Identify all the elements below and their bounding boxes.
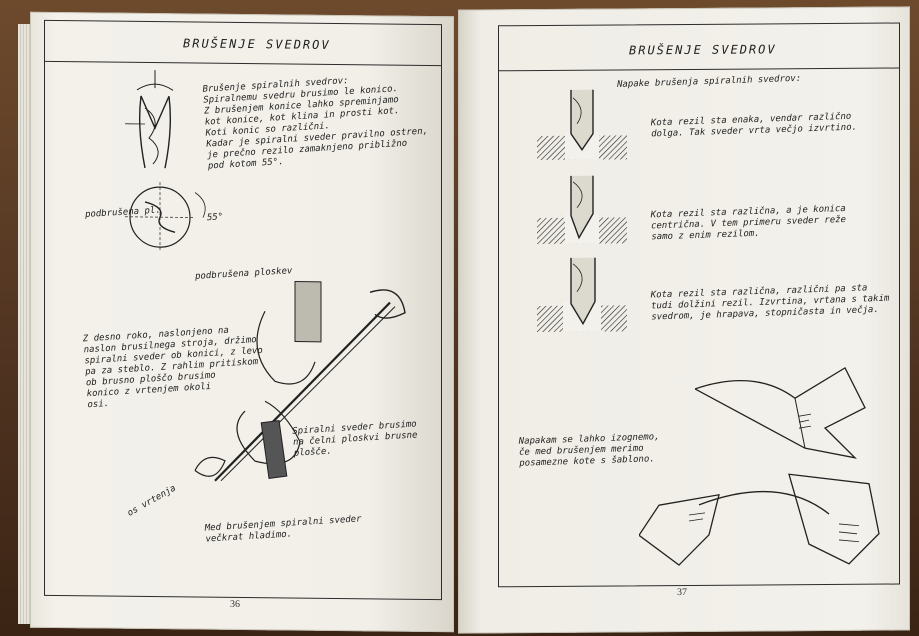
- drill-error-2-drawing: [537, 175, 627, 256]
- right-page-title: BRUŠENJE SVEDROV: [629, 42, 777, 58]
- right-subtitle: Napake brušenja spiralnih svedrov:: [616, 73, 802, 90]
- open-book: [18, 8, 914, 634]
- left-header-rule: [45, 61, 441, 66]
- right-page: [458, 6, 910, 633]
- error-2-text: Kota rezil sta različna, a je konica centrična. V tem primeru sveder reže samo z enim rezilom.: [650, 203, 847, 243]
- left-page: [30, 12, 454, 632]
- label-angle-55: 55°: [206, 212, 224, 224]
- drill-gauge-drawing-upper: [695, 358, 875, 469]
- drill-error-1-drawing: [537, 89, 627, 170]
- label-podbrusena-pl: podbrušena pl.: [84, 205, 162, 220]
- gauge-note-text: Napakam se lahko izognemo, če med brušenjem merimo posamezne kote s šablono.: [518, 432, 660, 469]
- drill-gauge-drawing-lower: [639, 454, 889, 576]
- label-face-grinding: Spiralni sveder brusimo na čelni ploskvi brusne plošče.: [292, 419, 418, 459]
- label-podbrusena-ploskev: podbrušena ploskev: [194, 266, 293, 282]
- drill-error-3-drawing: [537, 257, 627, 348]
- right-page-frame: [498, 22, 900, 599]
- right-page-number: 37: [677, 586, 687, 599]
- drill-tip-drawing: [115, 68, 195, 179]
- right-header-rule: [499, 67, 899, 71]
- error-1-text: Kota rezil sta enaka, vendar različno dolga. Tak sveder vrta večjo izvrtino.: [650, 111, 858, 140]
- left-intro-text: Brušenje spiralnih svedrov: Spiralnemu svedru brusimo le konico. Z brušenjem konice lahko spreminjamo kot konice, kot klina in prosti kot. Koti konic so različni. Kadar je spiralni sveder pravilno ostren, je prečno rezilo zamaknjeno približno pod kotom 55°.: [202, 76, 429, 172]
- left-page-frame: [44, 20, 442, 610]
- left-page-title: BRUŠENJE SVEDROV: [183, 36, 331, 52]
- label-bottom: Med brušenjem spiralni sveder večkrat hladimo.: [204, 514, 362, 545]
- label-grinding-hold: Z desno roko, naslonjeno na naslon brusilnega stroja, držimo spiralni sveder ob konici, z levo pa za steblo. Z rahlim pritiskom ob brusno ploščo brusimo konico z vrtenjem okoli osi.: [82, 325, 264, 411]
- label-axis: os vrtenja: [125, 483, 178, 519]
- left-page-number: 36: [230, 598, 240, 610]
- error-3-text: Kota rezil sta različna, različni pa sta tudi dolžini rezil. Izvrtina, vrtana s takim svedrom, je hrapava, stopničasta in večja.: [650, 283, 890, 323]
